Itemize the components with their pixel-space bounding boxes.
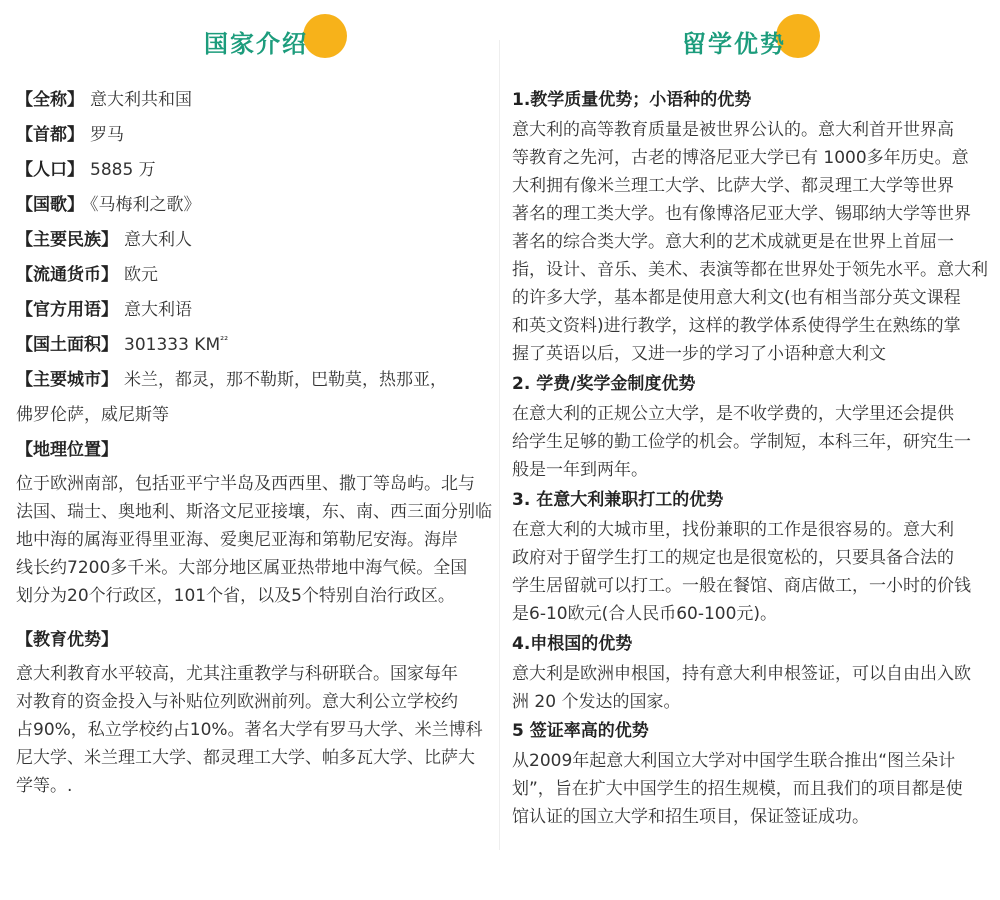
- advantage-paragraph-2: [512, 400, 971, 484]
- text-line: 握了英语以后，又进一步的学习了小语种意大利文: [512, 344, 886, 364]
- fact-full-name: [16, 85, 192, 115]
- fact-key: 【主要城市】: [16, 370, 118, 390]
- heading-country-intro: [204, 22, 308, 66]
- text-line: 著名的综合类大学。意大利的艺术成就更是在世界上首屈一: [512, 232, 954, 252]
- fact-cities-continued: 佛罗伦萨，威尼斯等: [16, 405, 169, 425]
- heading-title: 留学优势: [682, 30, 786, 58]
- fact-cities: [16, 365, 447, 395]
- fact-key: 【流通货币】: [16, 265, 118, 285]
- fact-value: 5885 万: [90, 160, 156, 180]
- text-line: 法国、瑞士、奥地利、斯洛文尼亚接壤，东、南、西三面分别临: [16, 502, 492, 522]
- text-line: 线长约7200多千米。大部分地区属亚热带地中海气候。全国: [16, 558, 468, 578]
- advantage-paragraph-5: [512, 747, 963, 831]
- fact-value: 301333 KM: [124, 335, 221, 355]
- text-line: 位于欧洲南部，包括亚平宁半岛及西西里、撒丁等岛屿。北与: [16, 474, 475, 494]
- text-line: 馆认证的国立大学和招生项目，保证签证成功。: [512, 807, 869, 827]
- fact-value: 罗马: [90, 125, 124, 145]
- fact-key: 【全称】: [16, 90, 84, 110]
- fact-currency: [16, 260, 158, 290]
- fact-value: 意大利共和国: [90, 90, 192, 110]
- fact-area: [16, 330, 228, 360]
- text-line: 政府对于留学生打工的规定也是很宽松的，只要具备合法的: [512, 548, 954, 568]
- edu-paragraph: [16, 660, 483, 800]
- fact-value: 《马梅利之歌》: [90, 195, 201, 215]
- text-line: 意大利教育水平较高，尤其注重教学与科研联合。国家每年: [16, 664, 458, 684]
- text-line: 指，设计、音乐、美术、表演等都在世界处于领先水平。意大利: [512, 260, 988, 280]
- text-line: 划分为20个行政区，101个省，以及5个特别自治行政区。: [16, 586, 455, 606]
- fact-value: 意大利语: [124, 300, 192, 320]
- text-line: 意大利是欧洲申根国，持有意大利申根签证，可以自由出入欧: [512, 664, 971, 684]
- text-line: 意大利的高等教育质量是被世界公认的。意大利首开世界高: [512, 120, 954, 140]
- fact-value: 意大利人: [124, 230, 192, 250]
- text-line: 占90%，私立学校约占10%。著名大学有罗马大学、米兰博科: [16, 720, 483, 740]
- text-line: 划”，旨在扩大中国学生的招生规模，而且我们的项目都是使: [512, 779, 963, 799]
- heading-title: 国家介绍: [204, 30, 308, 58]
- fact-area-superscript: ²²: [220, 335, 229, 347]
- advantage-paragraph-4: [512, 660, 971, 716]
- text-line: 般是一年到两年。: [512, 460, 648, 480]
- fact-anthem: [16, 190, 201, 220]
- fact-capital: [16, 120, 124, 150]
- fact-key: 【官方用语】: [16, 300, 118, 320]
- advantage-title-5: 5 签证率高的优势: [512, 721, 649, 741]
- text-line: 著名的理工类大学。也有像博洛尼亚大学、锡耶纳大学等世界: [512, 204, 971, 224]
- advantage-title-3: 3. 在意大利兼职打工的优势: [512, 490, 724, 510]
- fact-value: 米兰，都灵，那不勒斯，巴勒莫，热那亚，: [124, 370, 447, 390]
- advantage-paragraph-1: [512, 116, 988, 368]
- text-line: 是6-10欧元(合人民币60-100元)。: [512, 604, 778, 624]
- text-line: 和英文资料)进行教学，这样的教学体系使得学生在熟练的掌: [512, 316, 961, 336]
- fact-key: 【人口】: [16, 160, 84, 180]
- text-line: 的许多大学，基本都是使用意大利文(也有相当部分英文课程: [512, 288, 961, 308]
- geo-title: [16, 435, 118, 465]
- fact-key: 【国歌】: [16, 195, 84, 215]
- text-line: 等教育之先河，古老的博洛尼亚大学已有 1000多年历史。意: [512, 148, 969, 168]
- section-title: 【教育优势】: [16, 630, 118, 650]
- text-line: 学生居留就可以打工。一般在餐馆、商店做工，一小时的价钱: [512, 576, 971, 596]
- geo-paragraph: [16, 470, 492, 610]
- advantage-title-4: 4.申根国的优势: [512, 634, 633, 654]
- text-line: 给学生足够的勤工俭学的机会。学制短，本科三年，研究生一: [512, 432, 971, 452]
- text-line: 洲 20 个发达的国家。: [512, 692, 681, 712]
- heading-study-advantages: [682, 22, 786, 66]
- edu-title: [16, 625, 118, 655]
- advantage-paragraph-3: [512, 516, 971, 628]
- fact-language: [16, 295, 192, 325]
- text-line: 对教育的资金投入与补贴位列欧洲前列。意大利公立学校约: [16, 692, 458, 712]
- advantage-title-1: 1.教学质量优势；小语种的优势: [512, 90, 752, 110]
- text-line: 在意大利的大城市里，找份兼职的工作是很容易的。意大利: [512, 520, 954, 540]
- fact-population: [16, 155, 156, 185]
- column-divider: [499, 40, 500, 850]
- text-line: 学等。.: [16, 776, 73, 796]
- heading-accent-circle: [303, 14, 347, 58]
- fact-key: 【首都】: [16, 125, 84, 145]
- fact-key: 【主要民族】: [16, 230, 118, 250]
- text-line: 在意大利的正规公立大学，是不收学费的，大学里还会提供: [512, 404, 954, 424]
- text-line: 地中海的属海亚得里亚海、爱奥尼亚海和第勒尼安海。海岸: [16, 530, 458, 550]
- text-line: 大利拥有像米兰理工大学、比萨大学、都灵理工大学等世界: [512, 176, 954, 196]
- text-line: 尼大学、米兰理工大学、都灵理工大学、帕多瓦大学、比萨大: [16, 748, 475, 768]
- fact-ethnicity: [16, 225, 192, 255]
- section-title: 【地理位置】: [16, 440, 118, 460]
- advantage-title-2: 2. 学费/奖学金制度优势: [512, 374, 696, 394]
- fact-key: 【国土面积】: [16, 335, 118, 355]
- text-line: 从2009年起意大利国立大学对中国学生联合推出“图兰朵计: [512, 751, 956, 771]
- fact-value: 欧元: [124, 265, 158, 285]
